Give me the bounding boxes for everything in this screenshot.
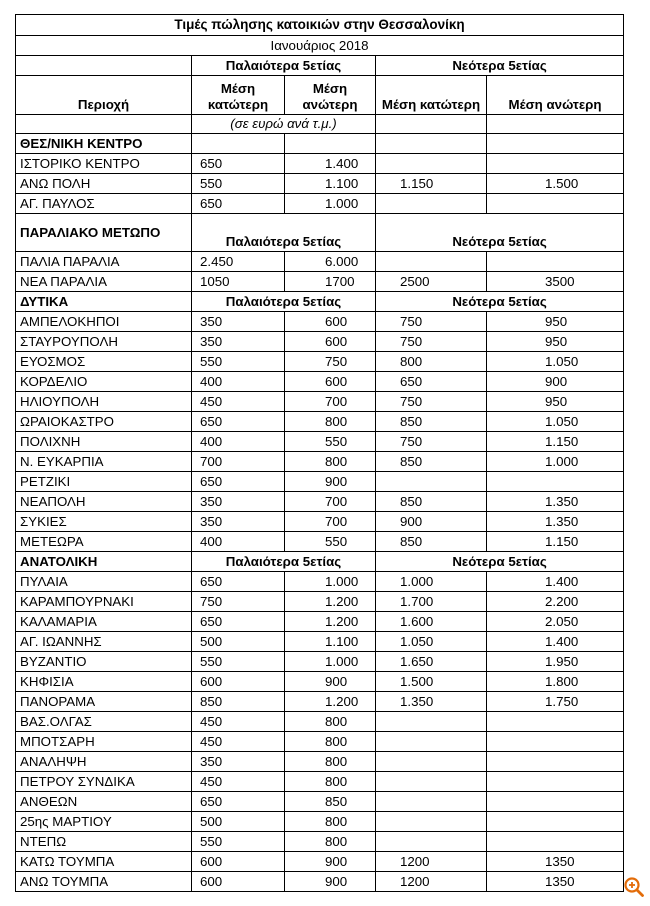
section-header-east (16, 552, 624, 572)
table-row (16, 612, 624, 632)
row-older-high: 1.200 (285, 692, 376, 712)
table-row (16, 452, 624, 472)
row-newer-low: 1.650 (376, 652, 487, 672)
table-row (16, 712, 624, 732)
row-older-high: 800 (285, 812, 376, 832)
section-name: ΔΥΤΙΚΑ (16, 292, 192, 312)
row-newer-high: 1.400 (487, 572, 624, 592)
row-older-low: 650 (192, 412, 285, 432)
table-row (16, 592, 624, 612)
row-newer-low: 1.600 (376, 612, 487, 632)
section-header-west (16, 292, 624, 312)
row-newer-high: 1350 (487, 872, 624, 892)
row-region: ΠΟΛΙΧΝΗ (16, 432, 192, 452)
section-header-waterfront (16, 214, 624, 252)
table-row (16, 532, 624, 552)
unit-row-empty-2 (376, 115, 487, 134)
row-region: ΝΕΑΠΟΛΗ (16, 492, 192, 512)
row-region: ΜΠΟΤΣΑΡΗ (16, 732, 192, 752)
row-older-high: 1.100 (285, 174, 376, 194)
row-newer-low: 850 (376, 452, 487, 472)
row-newer-high: 1.950 (487, 652, 624, 672)
row-older-high: 550 (285, 432, 376, 452)
row-newer-high: 1.350 (487, 492, 624, 512)
row-region: ΜΕΤΕΩΡΑ (16, 532, 192, 552)
row-older-low: 550 (192, 832, 285, 852)
row-newer-low: 1200 (376, 852, 487, 872)
row-older-high: 800 (285, 712, 376, 732)
row-older-high: 700 (285, 512, 376, 532)
group-header-older: Παλαιότερα 5ετίας (192, 56, 376, 76)
row-older-low: 400 (192, 372, 285, 392)
section-newer-label: Νεότερα 5ετίας (376, 214, 624, 252)
row-region: ΚΑΛΑΜΑΡΙΑ (16, 612, 192, 632)
table-row (16, 632, 624, 652)
row-newer-low (376, 154, 487, 174)
row-newer-high (487, 712, 624, 732)
column-header-region: Περιοχή (16, 76, 192, 115)
row-older-low: 1050 (192, 272, 285, 292)
row-newer-low (376, 812, 487, 832)
row-newer-high (487, 252, 624, 272)
row-newer-high: 3500 (487, 272, 624, 292)
row-older-high: 1.200 (285, 592, 376, 612)
row-region: ΑΝΘΕΩΝ (16, 792, 192, 812)
row-newer-low: 650 (376, 372, 487, 392)
row-region: ΑΓ. ΙΩΑΝΝΗΣ (16, 632, 192, 652)
row-older-high: 900 (285, 852, 376, 872)
row-newer-low (376, 472, 487, 492)
row-newer-high: 950 (487, 312, 624, 332)
row-newer-high: 1.500 (487, 174, 624, 194)
row-newer-low (376, 832, 487, 852)
section-older-label: Παλαιότερα 5ετίας (192, 214, 376, 252)
section-name: ΘΕΣ/ΝΙΚΗ ΚΕΝΤΡΟ (16, 134, 192, 154)
row-newer-low: 750 (376, 432, 487, 452)
row-older-high: 900 (285, 672, 376, 692)
row-region: ΠΑΝΟΡΑΜΑ (16, 692, 192, 712)
row-older-low: 350 (192, 752, 285, 772)
row-region: ΑΝΩ ΠΟΛΗ (16, 174, 192, 194)
row-newer-high: 950 (487, 332, 624, 352)
table-row (16, 812, 624, 832)
row-older-high: 800 (285, 412, 376, 432)
unit-row (16, 115, 624, 134)
row-newer-low: 750 (376, 392, 487, 412)
row-older-low: 450 (192, 392, 285, 412)
table-row (16, 692, 624, 712)
table-row (16, 432, 624, 452)
row-region: ΠΑΛΙΑ ΠΑΡΑΛΙΑ (16, 252, 192, 272)
title-row (16, 15, 624, 36)
row-region: ΚΑΡΑΜΠΟΥΡΝΑΚΙ (16, 592, 192, 612)
row-newer-low: 2500 (376, 272, 487, 292)
section-newer-label: Νεότερα 5ετίας (376, 292, 624, 312)
table-row (16, 832, 624, 852)
row-region: ΑΓ. ΠΑΥΛΟΣ (16, 194, 192, 214)
table-row (16, 852, 624, 872)
row-older-low: 600 (192, 852, 285, 872)
row-older-high: 850 (285, 792, 376, 812)
row-region: Ν. ΕΥΚΑΡΠΙΑ (16, 452, 192, 472)
row-newer-low: 750 (376, 332, 487, 352)
row-newer-high: 900 (487, 372, 624, 392)
row-older-low: 350 (192, 312, 285, 332)
row-newer-high: 1.050 (487, 352, 624, 372)
row-older-low: 650 (192, 572, 285, 592)
row-region: 25ης ΜΑΡΤΙΟΥ (16, 812, 192, 832)
table-row (16, 492, 624, 512)
row-region: ΑΝΩ ΤΟΥΜΠΑ (16, 872, 192, 892)
table-row (16, 792, 624, 812)
row-older-high: 900 (285, 472, 376, 492)
row-older-low: 650 (192, 472, 285, 492)
row-newer-high (487, 792, 624, 812)
row-newer-high (487, 472, 624, 492)
row-older-low: 400 (192, 532, 285, 552)
row-newer-high (487, 752, 624, 772)
row-older-high: 1.400 (285, 154, 376, 174)
row-older-low: 600 (192, 672, 285, 692)
row-older-low: 350 (192, 332, 285, 352)
table-row (16, 412, 624, 432)
row-newer-high (487, 772, 624, 792)
table-row (16, 772, 624, 792)
row-newer-low: 800 (376, 352, 487, 372)
row-older-high: 1.000 (285, 652, 376, 672)
row-older-low: 650 (192, 792, 285, 812)
row-older-low: 450 (192, 712, 285, 732)
row-older-high: 750 (285, 352, 376, 372)
row-newer-low: 750 (376, 312, 487, 332)
table-row (16, 332, 624, 352)
unit-note: (σε ευρώ ανά τ.μ.) (192, 115, 376, 134)
row-newer-high: 1.400 (487, 632, 624, 652)
table-row (16, 352, 624, 372)
section-header-center (16, 134, 624, 154)
row-region: ΒΥΖΑΝΤΙΟ (16, 652, 192, 672)
row-older-low: 550 (192, 352, 285, 372)
row-older-low: 700 (192, 452, 285, 472)
table-row (16, 672, 624, 692)
row-newer-low (376, 712, 487, 732)
table-row (16, 312, 624, 332)
row-newer-low: 1.700 (376, 592, 487, 612)
row-older-high: 1.000 (285, 572, 376, 592)
row-region: ΝΕΑ ΠΑΡΑΛΙΑ (16, 272, 192, 292)
row-older-high: 6.000 (285, 252, 376, 272)
row-region: ΗΛΙΟΥΠΟΛΗ (16, 392, 192, 412)
section-older-label: Παλαιότερα 5ετίας (192, 552, 376, 572)
row-older-low: 650 (192, 154, 285, 174)
zoom-in-icon[interactable] (623, 876, 645, 898)
row-region: ΑΜΠΕΛΟΚΗΠΟΙ (16, 312, 192, 332)
row-older-low: 500 (192, 812, 285, 832)
table-title: Τιμές πώλησης κατοικιών στην Θεσσαλονίκη (16, 15, 624, 36)
row-older-high: 1.000 (285, 194, 376, 214)
row-region: ΡΕΤΖΙΚΙ (16, 472, 192, 492)
row-newer-low (376, 252, 487, 272)
table-row (16, 652, 624, 672)
row-newer-low: 1.350 (376, 692, 487, 712)
row-region: ΚΑΤΩ ΤΟΥΜΠΑ (16, 852, 192, 872)
row-older-low: 550 (192, 174, 285, 194)
row-newer-high (487, 194, 624, 214)
row-older-high: 700 (285, 392, 376, 412)
table-row (16, 512, 624, 532)
row-newer-high: 1.000 (487, 452, 624, 472)
row-newer-low: 850 (376, 532, 487, 552)
column-header-row (16, 76, 624, 115)
section-empty-cell (487, 134, 624, 154)
row-older-low: 400 (192, 432, 285, 452)
row-older-low: 850 (192, 692, 285, 712)
row-region: ΚΗΦΙΣΙΑ (16, 672, 192, 692)
row-newer-low (376, 194, 487, 214)
row-newer-high (487, 812, 624, 832)
section-older-label: Παλαιότερα 5ετίας (192, 292, 376, 312)
row-newer-low: 1.150 (376, 174, 487, 194)
row-older-low: 450 (192, 732, 285, 752)
table-row (16, 392, 624, 412)
row-newer-low (376, 772, 487, 792)
row-older-high: 900 (285, 872, 376, 892)
row-newer-low (376, 732, 487, 752)
table-row (16, 252, 624, 272)
row-older-low: 550 (192, 652, 285, 672)
row-older-high: 800 (285, 772, 376, 792)
row-older-high: 600 (285, 372, 376, 392)
row-newer-high: 1350 (487, 852, 624, 872)
section-empty-cell (285, 134, 376, 154)
row-region: ΣΤΑΥΡΟΥΠΟΛΗ (16, 332, 192, 352)
row-newer-high: 1.350 (487, 512, 624, 532)
table-row (16, 872, 624, 892)
row-newer-low: 850 (376, 492, 487, 512)
row-region: ΠΕΤΡΟΥ ΣΥΝΔΙΚΑ (16, 772, 192, 792)
row-region: ΝΤΕΠΩ (16, 832, 192, 852)
row-older-high: 800 (285, 832, 376, 852)
section-name: ΠΑΡΑΛΙΑΚΟ ΜΕΤΩΠΟ (16, 214, 192, 252)
row-older-low: 650 (192, 612, 285, 632)
row-newer-high: 2.050 (487, 612, 624, 632)
row-newer-low: 1.000 (376, 572, 487, 592)
row-older-high: 1.200 (285, 612, 376, 632)
row-older-high: 600 (285, 332, 376, 352)
row-newer-high: 1.150 (487, 432, 624, 452)
table-row (16, 732, 624, 752)
row-older-high: 600 (285, 312, 376, 332)
row-older-high: 700 (285, 492, 376, 512)
row-newer-low: 850 (376, 412, 487, 432)
row-newer-high: 1.150 (487, 532, 624, 552)
table-row (16, 572, 624, 592)
section-newer-label: Νεότερα 5ετίας (376, 552, 624, 572)
row-newer-high: 1.750 (487, 692, 624, 712)
table-date: Ιανουάριος 2018 (16, 36, 624, 56)
section-empty-cell (376, 134, 487, 154)
group-header-empty (16, 56, 192, 76)
price-table (15, 14, 624, 892)
row-older-low: 500 (192, 632, 285, 652)
row-older-low: 600 (192, 872, 285, 892)
column-header-newer-low: Μέση κατώτερη (376, 76, 487, 115)
zoom-handle (637, 890, 643, 896)
row-older-low: 450 (192, 772, 285, 792)
table-row (16, 752, 624, 772)
row-region: ΣΥΚΙΕΣ (16, 512, 192, 532)
row-newer-low (376, 752, 487, 772)
row-older-high: 800 (285, 732, 376, 752)
column-header-older-low: Μέση κατώτερη (192, 76, 285, 115)
table-row (16, 272, 624, 292)
row-region: ΒΑΣ.ΟΛΓΑΣ (16, 712, 192, 732)
column-header-newer-high: Μέση ανώτερη (487, 76, 624, 115)
row-older-high: 550 (285, 532, 376, 552)
row-newer-low (376, 792, 487, 812)
unit-row-empty-3 (487, 115, 624, 134)
table-row (16, 154, 624, 174)
row-region: ΑΝΑΛΗΨΗ (16, 752, 192, 772)
row-older-high: 800 (285, 452, 376, 472)
table-row (16, 372, 624, 392)
table-row (16, 194, 624, 214)
row-older-high: 1.100 (285, 632, 376, 652)
group-header-row (16, 56, 624, 76)
section-empty-cell (192, 134, 285, 154)
date-row (16, 36, 624, 56)
row-region: ΩΡΑΙΟΚΑΣΤΡΟ (16, 412, 192, 432)
table-row (16, 472, 624, 492)
row-region: ΙΣΤΟΡΙΚΟ ΚΕΝΤΡΟ (16, 154, 192, 174)
row-older-low: 350 (192, 512, 285, 532)
row-region: ΠΥΛΑΙΑ (16, 572, 192, 592)
row-region: ΕΥΟΣΜΟΣ (16, 352, 192, 372)
row-newer-low: 1.500 (376, 672, 487, 692)
row-newer-low: 1.050 (376, 632, 487, 652)
row-newer-high: 1.800 (487, 672, 624, 692)
row-older-low: 350 (192, 492, 285, 512)
row-older-high: 1700 (285, 272, 376, 292)
row-newer-high: 950 (487, 392, 624, 412)
row-newer-high (487, 832, 624, 852)
row-newer-high: 2.200 (487, 592, 624, 612)
table-row (16, 174, 624, 194)
row-newer-high (487, 154, 624, 174)
row-older-low: 750 (192, 592, 285, 612)
row-older-low: 650 (192, 194, 285, 214)
row-newer-high: 1.050 (487, 412, 624, 432)
row-newer-low: 900 (376, 512, 487, 532)
unit-row-empty (16, 115, 192, 134)
row-newer-high (487, 732, 624, 752)
column-header-older-high: Μέση ανώτερη (285, 76, 376, 115)
row-region: ΚΟΡΔΕΛΙΟ (16, 372, 192, 392)
group-header-newer: Νεότερα 5ετίας (376, 56, 624, 76)
row-newer-low: 1200 (376, 872, 487, 892)
section-name: ΑΝΑΤΟΛΙΚΗ (16, 552, 192, 572)
row-older-high: 800 (285, 752, 376, 772)
row-older-low: 2.450 (192, 252, 285, 272)
